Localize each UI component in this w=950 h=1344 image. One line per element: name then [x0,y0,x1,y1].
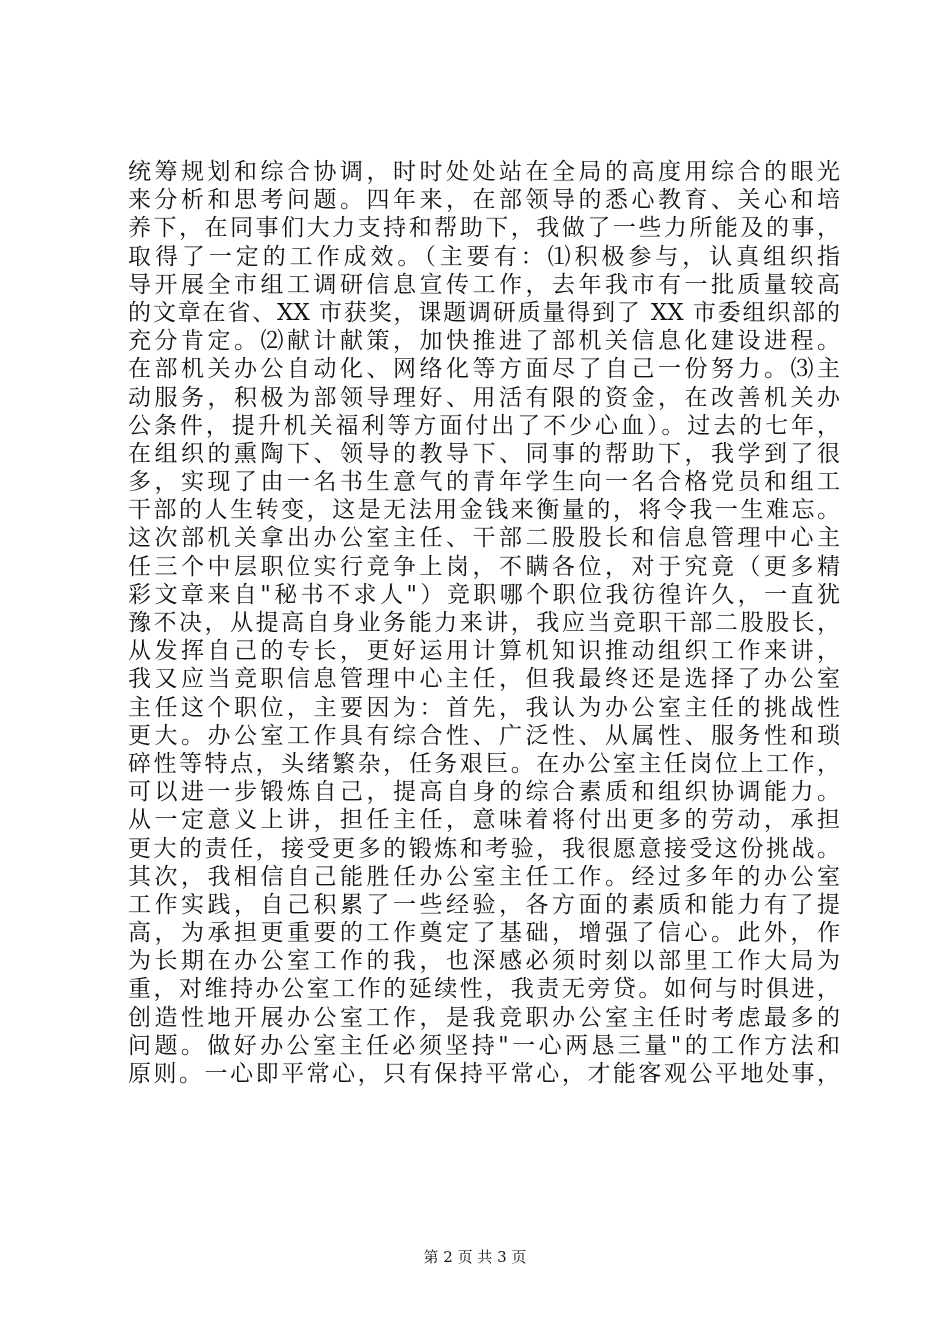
body-text [128,158,840,1088]
text-line: 工作实践，自己积累了一些经验，各方面的素质和能力有了提 [128,891,840,918]
text-line: 多，实现了由一名书生意气的青年学生向一名合格党员和组工 [128,469,840,496]
text-line: 动服务，积极为部领导理好、用活有限的资金，在改善机关办 [128,384,840,411]
text-line: 可以进一步锻炼自己，提高自身的综合素质和组织协调能力。 [128,779,840,806]
text-line: 原则。一心即平常心，只有保持平常心，才能客观公平地处事， [128,1061,840,1087]
text-line: 其次，我相信自己能胜任办公室主任工作。经过多年的办公室 [128,863,840,890]
text-line: 创造性地开展办公室工作，是我竞职办公室主任时考虑最多的 [128,1004,840,1031]
text-line: 更大的责任，接受更多的锻炼和考验，我很愿意接受这份挑战。 [128,835,840,862]
text-line: 从一定意义上讲，担任主任，意味着将付出更多的劳动，承担 [128,807,840,834]
text-line: 养下，在同事们大力支持和帮助下，我做了一些力所能及的事， [128,215,840,242]
text-line: 豫不决，从提高自身业务能力来讲，我应当竞职干部二股股长， [128,610,840,636]
text-line: 问题。做好办公室主任必须坚持"一心两恳三量"的工作方法和 [128,1032,840,1059]
text-line: 任三个中层职位实行竞争上岗，不瞒各位，对于究竟（更多精 [128,553,840,580]
text-line: 充分肯定。⑵献计献策，加快推进了部机关信息化建设进程。 [128,328,840,355]
text-line: 主任这个职位，主要因为：首先，我认为办公室主任的挑战性 [128,694,840,721]
text-line: 重，对维持办公室工作的延续性，我责无旁贷。如何与时俱进， [128,976,840,1003]
text-line: 取得了一定的工作成效。（主要有：⑴积极参与，认真组织指 [128,243,840,270]
text-line: 干部的人生转变，这是无法用金钱来衡量的，将令我一生难忘。 [128,497,840,524]
text-line: 统筹规划和综合协调，时时处处站在全局的高度用综合的眼光 [128,159,840,185]
text-line: 为长期在办公室工作的我，也深感必须时刻以部里工作大局为 [128,948,840,975]
text-line: 从发挥自己的专长，更好运用计算机知识推动组织工作来讲， [128,638,840,665]
text-line: 更大。办公室工作具有综合性、广泛性、从属性、服务性和琐 [128,722,840,749]
text-line: 在部机关办公自动化、网络化等方面尽了自己一份努力。⑶主 [128,356,840,383]
text-line: 来分析和思考问题。四年来，在部领导的悉心教育、关心和培 [128,187,840,214]
text-line: 的文章在省、XX 市获奖，课题调研质量得到了 XX 市委组织部的 [128,299,840,326]
text-line: 碎性等特点，头绪繁杂，任务艰巨。在办公室主任岗位上工作， [128,750,840,777]
text-line: 导开展全市组工调研信息宣传工作，去年我市有一批质量较高 [128,271,840,298]
text-line: 在组织的熏陶下、领导的教导下、同事的帮助下，我学到了很 [128,440,840,467]
page-footer: 第 2 页 共 3 页 [423,1248,527,1266]
text-line: 彩文章来自"秘书不求人"）竞职哪个职位我彷徨许久，一直犹 [128,581,840,608]
text-line: 高，为承担更重要的工作奠定了基础，增强了信心。此外，作 [128,920,840,947]
text-line: 我又应当竞职信息管理中心主任，但我最终还是选择了办公室 [128,666,840,693]
text-line: 公条件，提升机关福利等方面付出了不少心血）。过去的七年， [128,412,840,439]
text-line: 这次部机关拿出办公室主任、干部二股股长和信息管理中心主 [128,525,840,552]
